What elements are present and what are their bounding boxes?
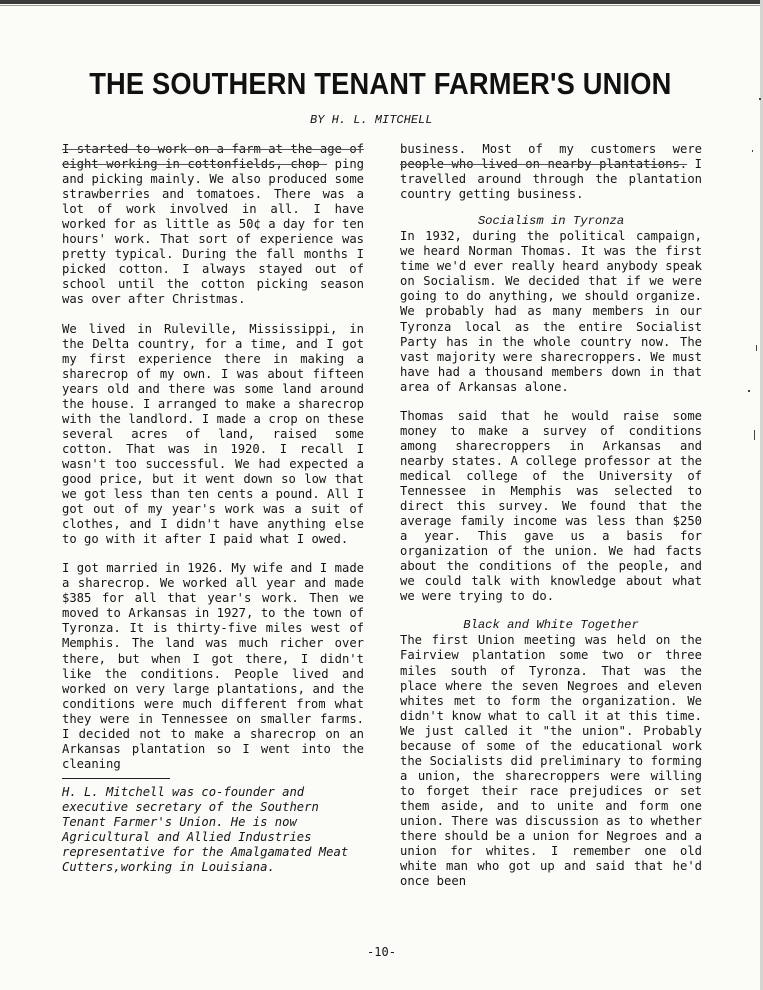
footnote-divider: [62, 778, 170, 779]
left-column: [62, 142, 364, 875]
paragraph-text: I travelled around through the plantation country getting business.: [400, 157, 702, 202]
right-column: [400, 142, 702, 889]
scan-speck: [752, 150, 753, 152]
struck-through-text: people who lived on nearby plantations.: [400, 157, 688, 172]
author-footnote: H. L. Mitchell was co-founder and executive secretary of the Southern Tenant Farmer's Union. He is now Agricultural and Allied Industries representative for the Amalgamated Meat Cutters,working in Louisiana.: [62, 784, 349, 875]
paragraph-first-meeting: The first Union meeting was held on the Fairview plantation some two or three miles south of Tyronza. That was the place where the seven Negroes and eleven whites met to form the organization. We didn't know what to call it at this time. We just called it "the union". Probably because of some of the educational work the Socialists did preliminary to forming a union, the sharecroppers were willing to forget their race prejudices or set them aside, and to unite and form one union. There was discussion as to whether there should be a union for Negroes and a union for whites. I remember one old white man who got up and said that he'd once been: [400, 633, 702, 889]
article-byline: BY H. L. MITCHELL: [310, 113, 433, 127]
scan-speck: [748, 390, 750, 392]
paragraph-text: business. Most of my customers were: [400, 142, 702, 156]
scan-speck: [759, 98, 761, 100]
paragraph-ruleville: We lived in Ruleville, Mississippi, in the Delta country, for a time, and I got my first experience there in making a sharecrop of my own. I was about fifteen years old and there was some land around the house. I arranged to make a sharecrop with the landlord. I made a crop on these several acres of land, raised some cotton. That was in 1920. I recall I wasn't too successful. We had expected a good price, but it went down so low that we got less than ten cents a pound. All I got out of my year's work was a suit of clothes, and I didn't have anything else to go with it after I paid what I owed.: [62, 321, 364, 547]
paragraph-norman-thomas: In 1932, during the political campaign, we heard Norman Thomas. It was the first time we'd ever really heard anybody speak on Socialism. We decided that if we were going to do anything, we should organize. We probably had as many members in our Tyronza local as the entire Socialist Party has in the whole country now. The vast majority were sharecroppers. We must have had a thousand members down in that area of Arkansas alone.: [400, 229, 702, 394]
scan-speck: [754, 430, 755, 440]
scan-speck: [756, 345, 757, 351]
struck-through-text: I started to work on a farm at the age of eight working in cottonfields, chop-: [62, 142, 364, 172]
top-border-rule: [0, 0, 763, 4]
paragraph-childhood: [62, 142, 364, 308]
article-title: THE SOUTHERN TENANT FARMER'S UNION: [89, 66, 672, 101]
paragraph-marriage: I got married in 1926. My wife and I made a sharecrop. We worked all year and made $385 for all that year's work. Then we moved to Arkansas in 1927, to the town of Tyronza. It is thirty-five miles west of Memphis. The land was much richer over there, but when I got there, I didn't like the conditions. People lived and worked on very large plantations, and the conditions were much different from what they were in Tennessee on smaller farms. I decided not to make a sharecrop on an Arkansas plantation so I went into the cleaning: [62, 561, 364, 771]
paragraph-business: [400, 142, 702, 202]
paragraph-survey: Thomas said that he would raise some money to make a survey of conditions among sharecroppers in Arkansas and nearby states. A college professor at the medical college of the University of Tennessee in Memphis was selected to direct this survey. We found that the average family income was less than $250 a year. This gave us a basis for organization of the union. We had facts about the conditions of the people, and we could talk with knowledge about what we were trying to do.: [400, 408, 702, 604]
section-heading-socialism: Socialism in Tyronza: [477, 214, 625, 229]
section-heading-black-and-white: Black and White Together: [463, 618, 639, 633]
top-border-rule-thin: [0, 5, 763, 6]
paragraph-text: ping and picking mainly. We also produced some strawberries and tomatoes. There was a lot of work involved in all. I have worked for as little as 50¢ a day for ten hours' work. That sort of experience was pretty typical. During the fall months I picked cotton. I always stayed out of school until the cotton picking season was over after Christmas.: [62, 157, 364, 307]
page-number: -10-: [367, 945, 396, 959]
